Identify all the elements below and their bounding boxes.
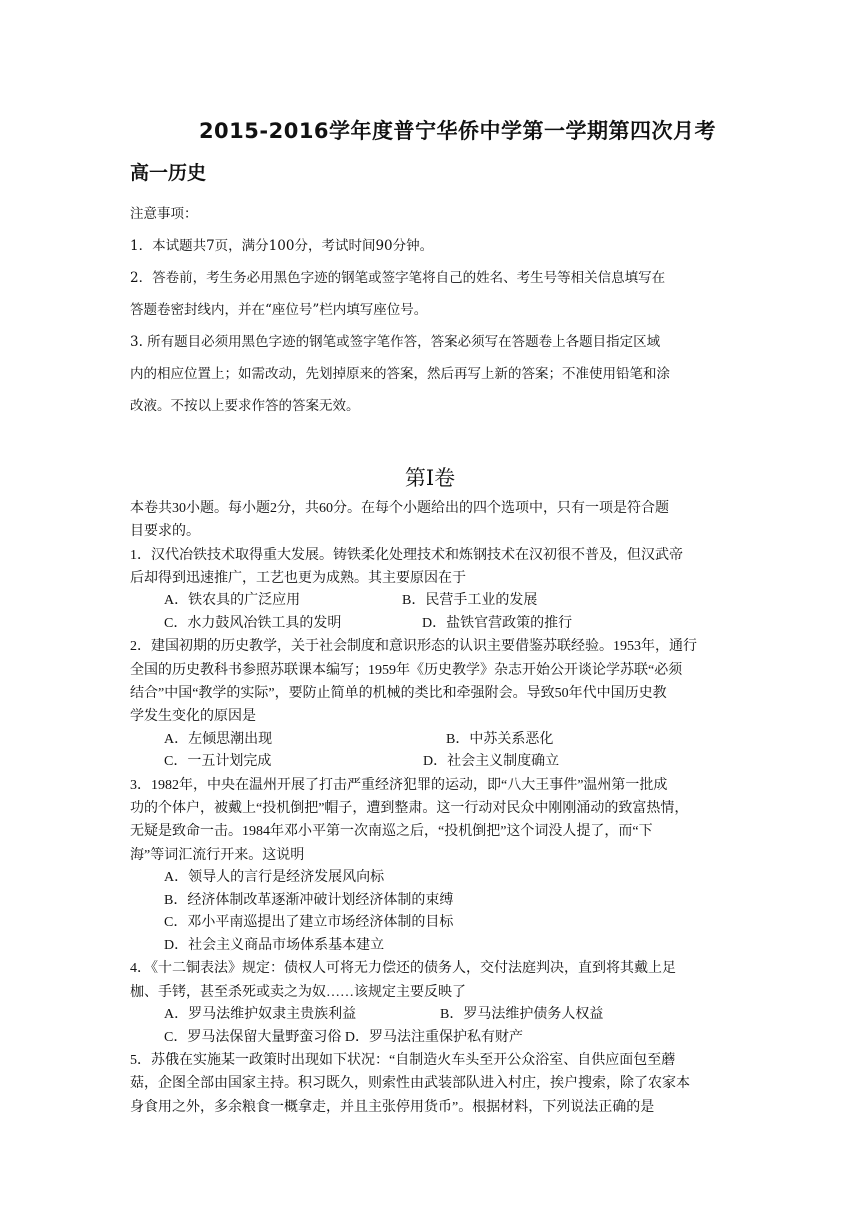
question-stem-line: 1．汉代冶铁技术取得重大发展。铸铁柔化处理技术和炼钢技术在汉初很不普及，但汉武帝: [130, 547, 683, 563]
option-row: [130, 1004, 735, 1027]
option-c: C．水力鼓风冶铁工具的发明: [164, 615, 342, 631]
question-5: [130, 1049, 735, 1119]
question-1: [130, 544, 735, 636]
option-row: [130, 751, 735, 774]
notes-line: 答题卷密封线内，并在“座位号”栏内填写座位号。: [130, 302, 428, 318]
subject-heading: 高一历史: [130, 162, 207, 184]
option-d: D．社会主义商品市场体系基本建立: [164, 937, 385, 953]
option-c: C．邓小平南巡提出了建立市场经济体制的目标: [164, 915, 454, 931]
question-stem-line: 4．《十二铜表法》规定：债权人可将无力偿还的债务人，交付法庭判决，直到将其戴上足: [130, 961, 676, 977]
question-stem-line: 功的个体户，被戴上“投机倒把”帽子，遭到整肃。这一行动对民众中刚刚涌动的致富热情，: [130, 801, 689, 817]
question-stem-line: 无疑是致命一击。1984年邓小平第一次南巡之后，“投机倒把”这个词没人提了，而“下: [130, 824, 653, 840]
option-b: B．民营手工业的发展: [402, 593, 538, 609]
option-c: C．一五计划完成: [164, 754, 272, 770]
question-stem-line: 2．建国初期的历史教学，关于社会制度和意识形态的认识主要借鉴苏联经验。1953年，通行: [130, 639, 697, 655]
questions-body: [130, 497, 735, 1119]
notes-line: 3. 所有题目必须用黑色字迹的钢笔或签字笔作答，答案必须写在答题卷上各题目指定区域: [130, 334, 661, 350]
option-a: A．领导人的言行是经济发展风向标: [164, 869, 385, 885]
option-a: A．铁农具的广泛应用: [164, 593, 301, 609]
part-title: 第Ⅰ卷: [404, 466, 456, 490]
question-stem-line: 结合”中国“教学的实际”，要防止简单的机械的类比和牵强附会。导致50年代中国历史教: [130, 685, 667, 701]
notes-line: 2．答卷前，考生务必用黑色字迹的钢笔或签字笔将自己的姓名、考生号等相关信息填写在: [130, 270, 666, 286]
question-3: [130, 774, 735, 958]
option-d: D．社会主义制度确立: [423, 754, 560, 770]
notes-line: 改液。不按以上要求作答的答案无效。: [130, 398, 360, 414]
option-b: B．经济体制改革逐渐冲破计划经济体制的束缚: [164, 892, 454, 908]
exam-title: 2015-2016学年度普宁华侨中学第一学期第四次月考: [198, 119, 717, 143]
notes-section: [130, 203, 730, 427]
instructions-line: 目要求的。: [130, 524, 200, 540]
question-stem-line: 枷、手铐，甚至杀死或卖之为奴……该规定主要反映了: [130, 984, 466, 1000]
notes-heading: 注意事项：: [130, 206, 198, 222]
question-stem-line: 海”等词汇流行开来。这说明: [130, 847, 305, 863]
notes-line: 内的相应位置上；如需改动，先划掉原来的答案，然后再写上新的答案；不准使用铅笔和涂: [130, 366, 670, 382]
instructions-line: 本卷共30小题。每小题2分，共60分。在每个小题给出的四个选项中，只有一项是符合题: [130, 501, 669, 516]
question-stem-line: 学发生变化的原因是: [130, 709, 256, 725]
option-b: B．罗马法维护债务人权益: [440, 1006, 604, 1022]
option-row: [130, 912, 735, 935]
question-4: [130, 957, 735, 1049]
question-stem-line: 5．苏俄在实施某一政策时出现如下状况：“自制造火车头至开公众浴室、自供应面包至蘑: [130, 1053, 676, 1069]
option-c-d: C．罗马法保留大量野蛮习俗 D．罗马法注重保护私有财产: [164, 1029, 523, 1045]
option-row: [130, 729, 735, 752]
question-stem-line: 3．1982年，中央在温州开展了打击严重经济犯罪的运动，即“八大王事件”温州第一批成: [130, 777, 668, 793]
option-row: [130, 867, 735, 890]
question-2: [130, 635, 735, 773]
option-row: [130, 890, 735, 913]
option-a: A．左倾思潮出现: [164, 731, 273, 747]
option-row: [130, 935, 735, 958]
question-stem-line: 后却得到迅速推广，工艺也更为成熟。其主要原因在于: [130, 570, 466, 586]
option-row: [130, 613, 735, 636]
option-a: A．罗马法维护奴隶主贵族利益: [164, 1006, 357, 1022]
option-row: [130, 590, 735, 613]
question-stem-line: 全国的历史教科书参照苏联课本编写；1959年《历史教学》杂志开始公开谈论学苏联“必须: [130, 662, 683, 678]
question-stem-line: 身食用之外，多余粮食一概拿走，并且主张停用货币”。根据材料，下列说法正确的是: [130, 1099, 655, 1115]
option-b: B．中苏关系恶化: [446, 731, 554, 747]
option-row: [130, 1027, 735, 1050]
option-d: D．盐铁官营政策的推行: [422, 615, 573, 631]
notes-line: 1．本试题共7页，满分100分，考试时间90分钟。: [130, 238, 434, 254]
question-stem-line: 菇，企图全部由国家主持。积习既久，则索性由武装部队进入村庄，挨户搜索，除了农家本: [130, 1076, 690, 1092]
